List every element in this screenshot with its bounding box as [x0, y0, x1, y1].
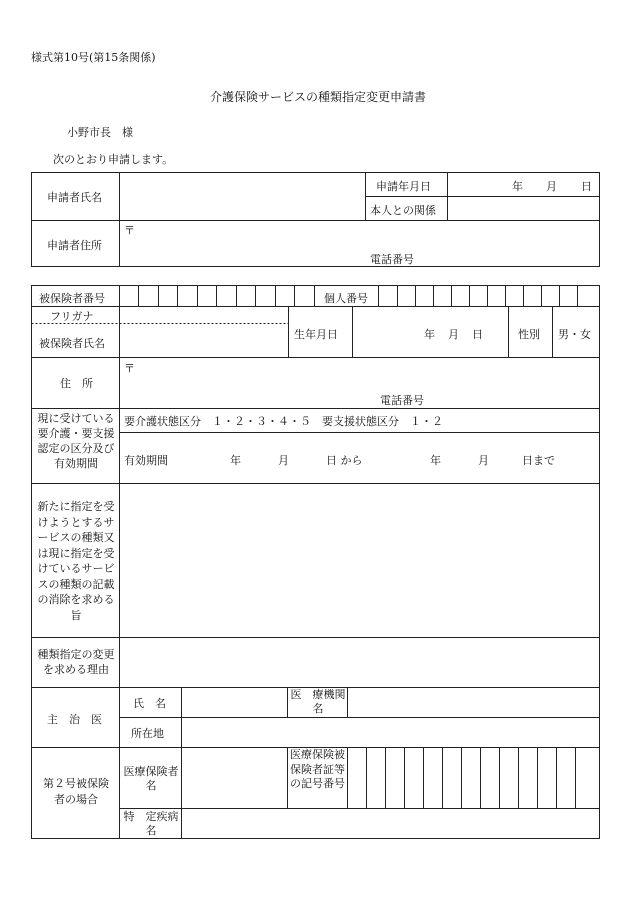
doctor-address-label: 所在地	[131, 727, 164, 740]
applicant-phone-label: 電話番号	[370, 253, 414, 266]
specified-disease-label: 特 定疾病名	[123, 810, 179, 837]
form-number: 様式第10号(第15条関係)	[31, 51, 156, 64]
application-date-month: 月	[546, 180, 557, 193]
birth-date-label: 生年月日	[294, 328, 338, 341]
addressee: 小野市長 様	[67, 126, 133, 139]
certification-label: 現に受けている要介護・要支援認定の区分及び有効期間	[37, 412, 115, 470]
insured-phone-label: 電話番号	[380, 394, 424, 407]
valid-from-year: 年	[230, 454, 241, 467]
application-date-label: 申請年月日	[376, 180, 431, 193]
applicant-address-label: 申請者住所	[47, 239, 102, 252]
medical-institution-label: 医 療機関名	[290, 688, 346, 715]
application-date-year: 年	[512, 180, 523, 193]
valid-from-month: 月	[278, 454, 289, 467]
valid-to-month: 月	[478, 454, 489, 467]
insured-postal-mark: 〒	[124, 362, 135, 375]
care-level-text: 要介護状態区分 １・２・３・４・５ 要支援状態区分 １・２	[124, 415, 443, 428]
birth-day: 日	[472, 328, 483, 341]
reason-label: 種類指定の変更を求める理由	[37, 648, 115, 676]
relation-label: 本人との関係	[370, 204, 436, 217]
medical-insurer-name-label: 医療保険者名	[123, 765, 179, 792]
form-title: 介護保険サービスの種類指定変更申請書	[210, 90, 427, 104]
secondary-insured-label: 第２号被保険者の場合	[43, 777, 109, 806]
insured-name-label: 被保険者氏名	[39, 337, 105, 350]
reason-field[interactable]	[121, 639, 598, 686]
furigana-label: フリガナ	[50, 310, 94, 323]
sex-value: 男・女	[558, 328, 591, 341]
valid-from-day: 日 から	[326, 454, 363, 467]
service-type-label: 新たに指定を受けようとするサービスの種類又は現に指定を受けているサービスの種類の記載の消除を求める旨	[37, 500, 115, 622]
doctor-label: 主 治 医	[47, 713, 102, 726]
application-date-day: 日	[581, 180, 592, 193]
valid-to-year: 年	[430, 454, 441, 467]
doctor-name-label: 氏 名	[133, 697, 166, 710]
birth-month: 月	[448, 328, 459, 341]
insured-number-label: 被保険者番号	[39, 292, 105, 305]
insured-address-label: 住 所	[60, 377, 93, 390]
birth-year: 年	[424, 328, 435, 341]
service-type-field[interactable]	[121, 485, 598, 636]
medical-insurance-cert-label: 医療保険被保険者証等の記号番号	[290, 748, 345, 790]
sex-label: 性別	[518, 328, 540, 341]
intro-text: 次のとおり申請します。	[53, 153, 174, 166]
valid-to-day: 日まで	[522, 454, 555, 467]
personal-number-label: 個人番号	[324, 292, 368, 305]
applicant-name-label: 申請者氏名	[47, 191, 102, 204]
valid-period-label: 有効期間	[124, 454, 168, 467]
applicant-postal-mark: 〒	[124, 224, 135, 237]
